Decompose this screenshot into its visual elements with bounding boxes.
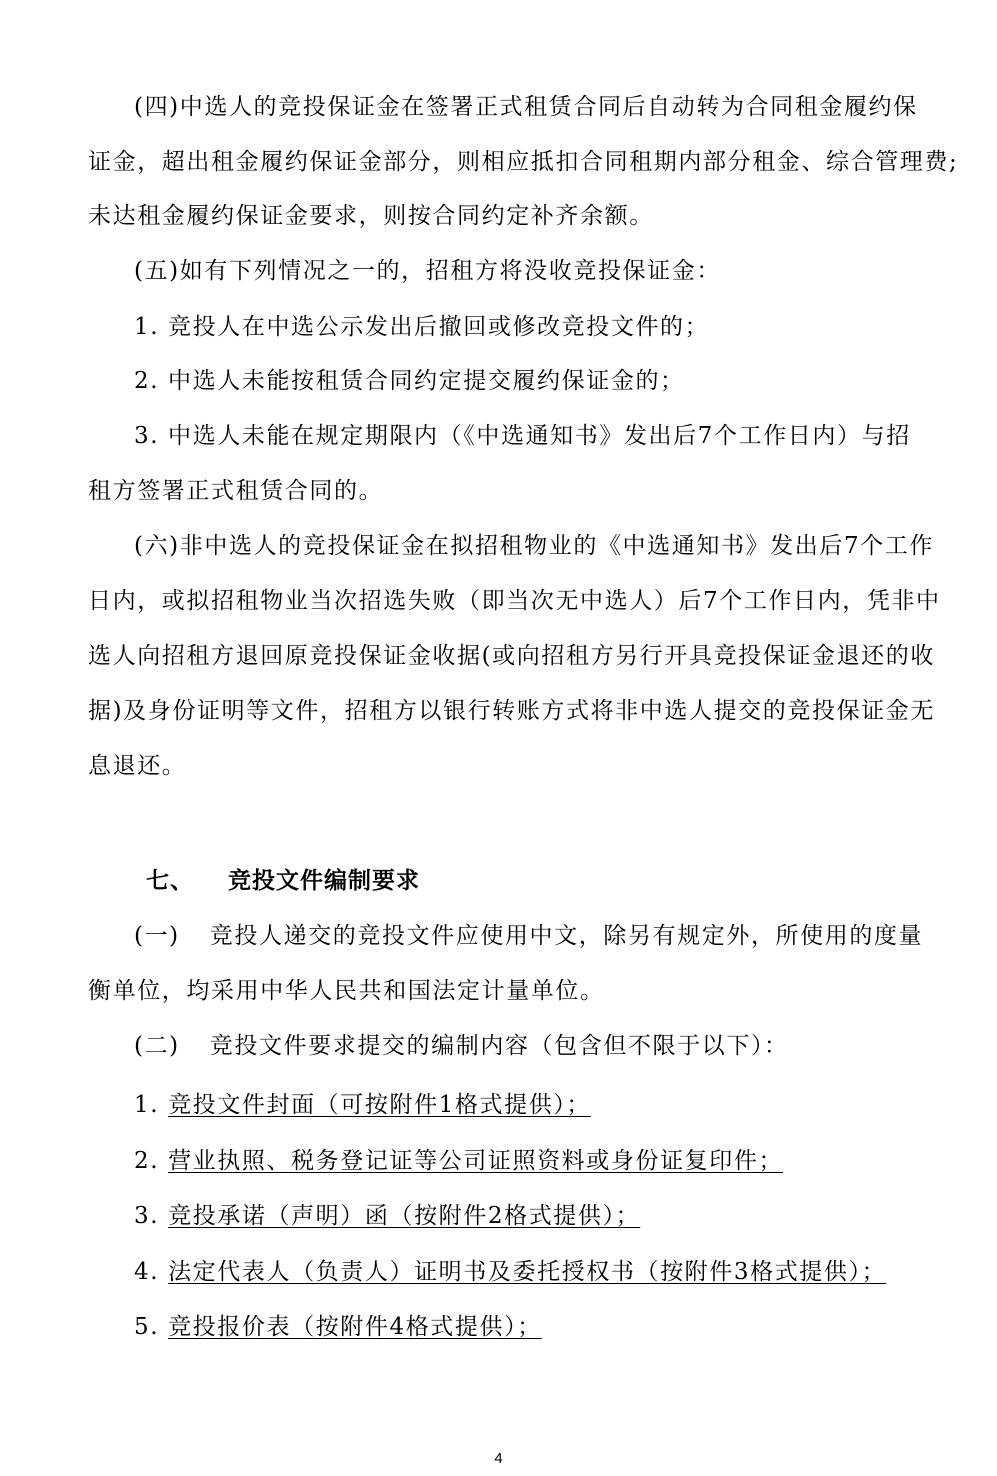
list-item-number: 5. bbox=[134, 1314, 160, 1340]
list-item-number: 3. bbox=[134, 1203, 160, 1229]
requirement-2 bbox=[134, 1031, 954, 1061]
section-6-line-5: 息退还。 bbox=[88, 753, 187, 779]
section-5-item-2: 2. 中选人未能按租赁合同约定提交履约保证金的； bbox=[134, 368, 685, 394]
section-5-item-3: 3. 中选人未能在规定期限内（《中选通知书》发出后7个工作日内）与招 bbox=[134, 423, 911, 449]
requirement-2-label: (二) bbox=[134, 1033, 180, 1059]
list-item bbox=[134, 1090, 954, 1120]
requirement-1 bbox=[134, 921, 954, 951]
section-heading bbox=[146, 866, 420, 896]
section-5-intro: (五)如有下列情况之一的，招租方将没收竞投保证金： bbox=[134, 258, 721, 284]
list-item-number: 1. bbox=[134, 1092, 160, 1118]
requirement-1-text: 竞投人递交的竞投文件应使用中文，除另有规定外，所使用的度量 bbox=[209, 923, 924, 949]
section-6-line-4: 据)及身份证明等文件，招租方以银行转账方式将非中选人提交的竞投保证金无 bbox=[88, 698, 935, 724]
list-item bbox=[134, 1146, 954, 1176]
list-item-text: 竞投文件封面（可按附件1格式提供）； bbox=[168, 1092, 592, 1118]
list-item-number: 4. bbox=[134, 1259, 160, 1285]
requirement-1-label: (一) bbox=[134, 923, 180, 949]
heading-number: 七、 bbox=[146, 868, 194, 894]
section-6-line-1: (六)非中选人的竞投保证金在拟招租物业的《中选通知书》发出后7个工作 bbox=[134, 533, 934, 559]
section-5-item-3-continued: 租方签署正式租赁合同的。 bbox=[88, 478, 384, 504]
list-item bbox=[134, 1201, 954, 1231]
list-item bbox=[134, 1312, 954, 1342]
heading-title: 竞投文件编制要求 bbox=[228, 868, 420, 894]
requirement-2-text: 竞投文件要求提交的编制内容（包含但不限于以下）： bbox=[209, 1033, 789, 1059]
section-5-item-1: 1. 竞投人在中选公示发出后撤回或修改竞投文件的； bbox=[134, 314, 710, 340]
section-6-line-2: 日内，或拟招租物业当次招选失败（即当次无中选人）后7个工作日内，凭非中 bbox=[88, 588, 941, 614]
requirement-1-continued: 衡单位，均采用中华人民共和国法定计量单位。 bbox=[88, 978, 605, 1004]
list-item-text: 竞投报价表（按附件4格式提供）； bbox=[168, 1314, 542, 1340]
list-item bbox=[134, 1257, 954, 1287]
section-4-line-1: (四)中选人的竞投保证金在签署正式租赁合同后自动转为合同租金履约保 bbox=[134, 94, 918, 120]
section-6-line-3: 选人向招租方退回原竞投保证金收据(或向招租方另行开具竞投保证金退还的收 bbox=[88, 643, 935, 669]
list-item-text: 法定代表人（负责人）证明书及委托授权书（按附件3格式提供）； bbox=[168, 1259, 887, 1285]
page-number: 4 bbox=[494, 1450, 503, 1467]
section-4-line-3: 未达租金履约保证金要求，则按合同约定补齐余额。 bbox=[88, 203, 654, 229]
list-item-text: 营业执照、税务登记证等公司证照资料或身份证复印件； bbox=[168, 1148, 784, 1174]
section-4-line-2: 证金，超出租金履约保证金部分，则相应抵扣合同租期内部分租金、综合管理费; bbox=[88, 149, 959, 175]
list-item-text: 竞投承诺（声明）函（按附件2格式提供）； bbox=[168, 1203, 641, 1229]
list-item-number: 2. bbox=[134, 1148, 160, 1174]
